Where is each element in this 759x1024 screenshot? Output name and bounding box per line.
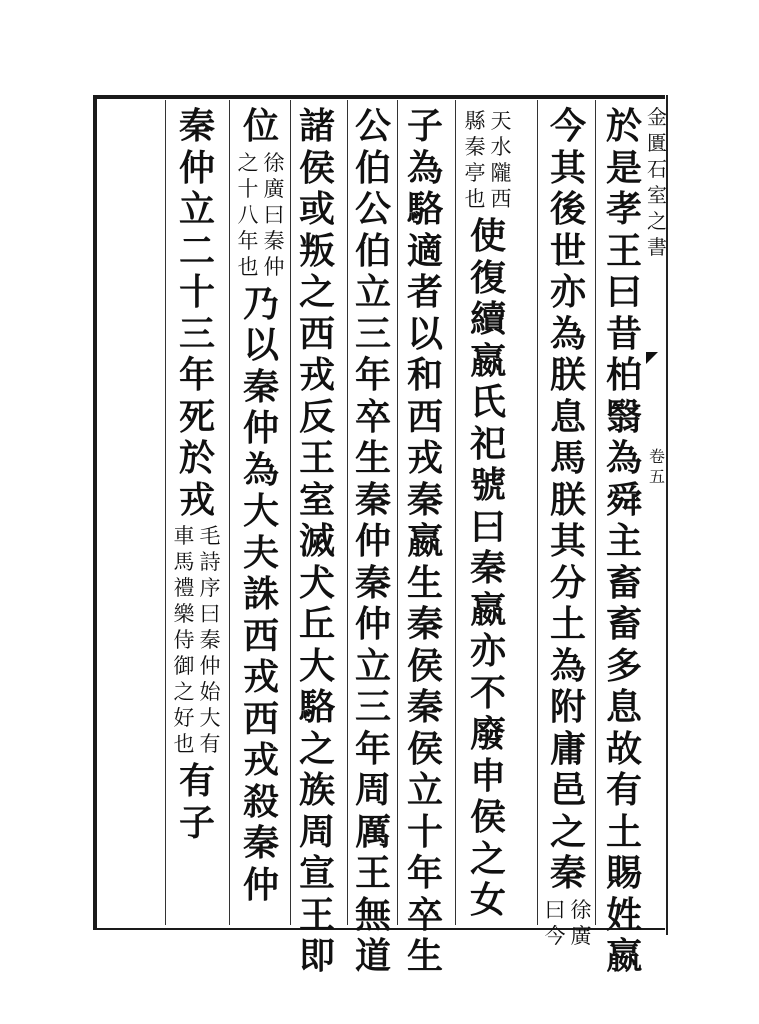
margin-title: 金 匱 石 室 之 書: [647, 105, 667, 259]
column-rule: [165, 100, 166, 925]
commentary-line: 縣 秦 亭 也: [464, 109, 486, 211]
commentary-note: [172, 523, 222, 757]
commentary-line: 天 水 隴 西: [490, 109, 512, 211]
text-column-7: [236, 106, 286, 906]
main-text: 子 為 駱 適 者 以 和 西 戎 秦 嬴 生 秦 侯 秦 侯 立 十 年 卒 生: [406, 105, 443, 977]
text-column-3: [463, 106, 513, 922]
main-text: 公 伯 公 伯 立 三 年 卒 生 秦 仲 秦 仲 立 三 年 周 厲 王 無 道: [354, 105, 391, 977]
commentary-line: 曰 今: [544, 897, 566, 948]
main-text: 有 子: [178, 760, 215, 844]
text-column-5: [352, 106, 394, 978]
text-column-1: [603, 106, 645, 978]
main-text: 使 復 續 嬴 氏 祀 號 曰 秦 嬴 亦 不 廢 申 侯 之 女: [469, 215, 506, 921]
commentary-line: 車 馬 禮 樂 侍 御 之 好 也: [173, 524, 195, 756]
margin-juan: 卷 五: [648, 447, 665, 486]
commentary-note: [543, 897, 593, 949]
main-text: 位: [242, 105, 279, 147]
column-rule: [229, 100, 230, 925]
main-text: 今 其 後 世 亦 為 朕 息 馬 朕 其 分 土 為 附 庸 邑 之 秦: [549, 105, 586, 894]
main-text: 乃 以 秦 仲 為 大 夫 誅 西 戎 西 戎 殺 秦 仲: [242, 282, 279, 906]
main-text: 於 是 孝 王 曰 昔 柏 翳 為 舜 主 畜 畜 多 息 故 有 土 賜 姓 嬴: [605, 105, 642, 977]
commentary-line: 毛 詩 序 曰 秦 仲 始 大 有: [199, 524, 221, 756]
main-text: 秦 仲 立 二 十 三 年 死 於 戎: [178, 105, 215, 521]
column-rule: [455, 100, 456, 925]
column-rule: [537, 100, 538, 925]
column-rule: [290, 100, 291, 925]
column-rule: [595, 100, 596, 925]
column-rule: [347, 100, 348, 925]
text-column-8: [172, 106, 222, 844]
fish-tail-mark: [646, 352, 658, 364]
commentary-line: 之 十 八 年 也: [237, 150, 259, 279]
commentary-note: [236, 150, 286, 280]
commentary-line: 徐 廣: [570, 897, 592, 948]
column-rule: [397, 100, 398, 925]
commentary-line: 徐 廣 曰 秦 仲: [263, 150, 285, 279]
main-text: 諸 侯 或 叛 之 西 戎 反 王 室 滅 犬 丘 大 駱 之 族 周 宣 王 即: [298, 105, 335, 977]
commentary-note: [463, 108, 513, 212]
text-column-6: [296, 106, 338, 978]
text-column-2: [543, 106, 593, 953]
text-column-4: [404, 106, 446, 978]
